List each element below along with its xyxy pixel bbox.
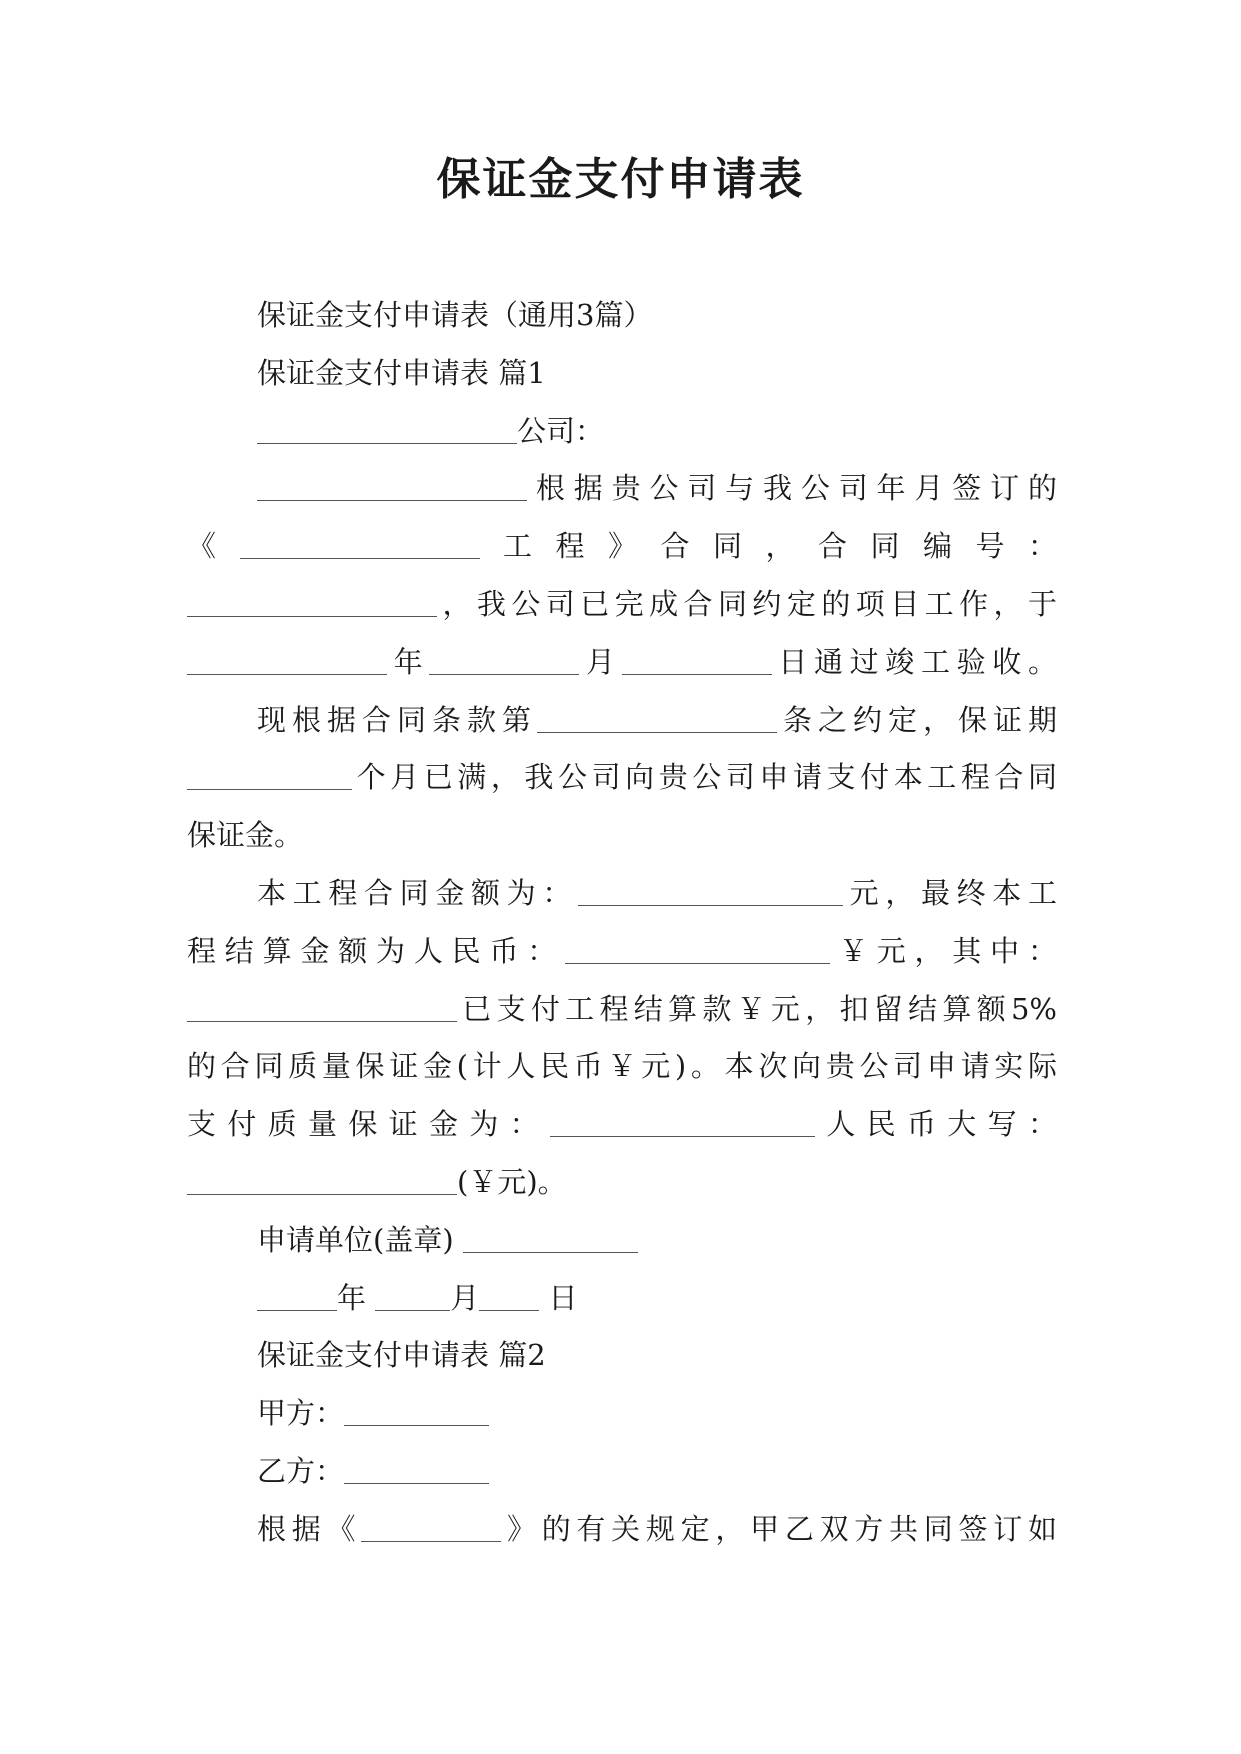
- fill-in-blank: [429, 674, 579, 675]
- text-segment: 年: [337, 1280, 376, 1315]
- text-segment: 本工程合同金额为：: [257, 875, 578, 910]
- text-line: [187, 518, 1057, 576]
- text-line: [187, 634, 1057, 692]
- fill-in-blank: [187, 674, 387, 675]
- text-segment: 已支付工程结算款￥元，扣留结算额5%: [457, 991, 1057, 1026]
- text-segment: 甲方：: [257, 1396, 345, 1431]
- fill-in-blank: [187, 616, 437, 617]
- text-segment: 》的有关规定，甲乙双方共同签订如: [501, 1511, 1057, 1546]
- fill-in-blank: [463, 1252, 638, 1253]
- text-line: [187, 1154, 1057, 1212]
- text-segment: 公司：: [517, 413, 605, 448]
- text-segment: 根据《: [257, 1511, 362, 1546]
- fill-in-blank: [187, 1021, 457, 1022]
- text-segment: 现根据合同条款第: [257, 702, 537, 737]
- fill-in-blank: [375, 1310, 450, 1311]
- text-line: [187, 923, 1057, 981]
- text-line: [187, 460, 1057, 518]
- text-line: [187, 981, 1057, 1039]
- fill-in-blank: [344, 1483, 489, 1484]
- text-line: [187, 1212, 1057, 1270]
- text-segment: 保证金支付申请表 篇1: [257, 355, 546, 390]
- text-segment: 保证金。: [187, 818, 304, 853]
- text-line: [187, 1443, 1057, 1501]
- text-line: [187, 1038, 1057, 1096]
- text-line: [187, 287, 1057, 345]
- text-segment: ￥元，其中：: [830, 933, 1057, 968]
- fill-in-blank: [479, 1310, 539, 1311]
- text-segment: (￥元)。: [457, 1164, 567, 1199]
- text-line: [187, 345, 1057, 403]
- text-line: [187, 1270, 1057, 1328]
- fill-in-blank: [344, 1425, 489, 1426]
- text-line: [187, 749, 1057, 807]
- fill-in-blank: [361, 1541, 501, 1542]
- text-segment: 月: [579, 644, 622, 679]
- text-line: [187, 1096, 1057, 1154]
- text-segment: 日通过竣工验收。: [771, 644, 1057, 679]
- fill-in-blank: [550, 1136, 815, 1137]
- text-segment: 的合同质量保证金(计人民币￥元)。本次向贵公司申请实际: [187, 1049, 1057, 1084]
- text-line: [187, 403, 1057, 461]
- fill-in-blank: [622, 674, 772, 675]
- text-line: [187, 692, 1057, 750]
- text-segment: 乙方：: [257, 1453, 345, 1488]
- text-segment: 程结算金额为人民币：: [187, 933, 566, 968]
- fill-in-blank: [578, 905, 843, 906]
- text-segment: ，我公司已完成合同约定的项目工作，于: [437, 586, 1057, 621]
- text-line: [187, 576, 1057, 634]
- fill-in-blank: [257, 1310, 337, 1311]
- text-line: [187, 1385, 1057, 1443]
- fill-in-blank: [187, 1194, 457, 1195]
- text-segment: 《: [187, 529, 240, 564]
- text-line: [187, 865, 1057, 923]
- text-segment: 元，最终本工: [842, 875, 1057, 910]
- fill-in-blank: [240, 558, 480, 559]
- fill-in-blank: [257, 443, 517, 444]
- text-line: [187, 1501, 1057, 1559]
- text-segment: 月: [450, 1280, 480, 1315]
- text-segment: 个月已满，我公司向贵公司申请支付本工程合同: [352, 760, 1057, 795]
- text-segment: 支付质量保证金为：: [187, 1107, 550, 1142]
- document-title: 保证金支付申请表: [436, 154, 805, 205]
- text-line: [187, 807, 1057, 865]
- text-segment: 申请单位(盖章): [257, 1222, 463, 1257]
- text-line: [187, 1327, 1057, 1385]
- text-segment: 工程》合同，合同编号：: [479, 529, 1057, 564]
- text-segment: 人民币大写：: [814, 1107, 1057, 1142]
- fill-in-blank: [537, 732, 777, 733]
- text-segment: 日: [539, 1280, 578, 1315]
- fill-in-blank: [565, 963, 830, 964]
- text-segment: 保证金支付申请表（通用3篇）: [257, 298, 653, 332]
- text-segment: 根据贵公司与我公司年月签订的: [527, 471, 1057, 506]
- fill-in-blank: [187, 789, 352, 790]
- text-segment: 保证金支付申请表 篇2: [257, 1338, 546, 1373]
- text-segment: 条之约定，保证期: [777, 702, 1057, 737]
- fill-in-blank: [257, 500, 527, 501]
- text-segment: 年: [387, 644, 430, 679]
- document-body: [187, 287, 1057, 1559]
